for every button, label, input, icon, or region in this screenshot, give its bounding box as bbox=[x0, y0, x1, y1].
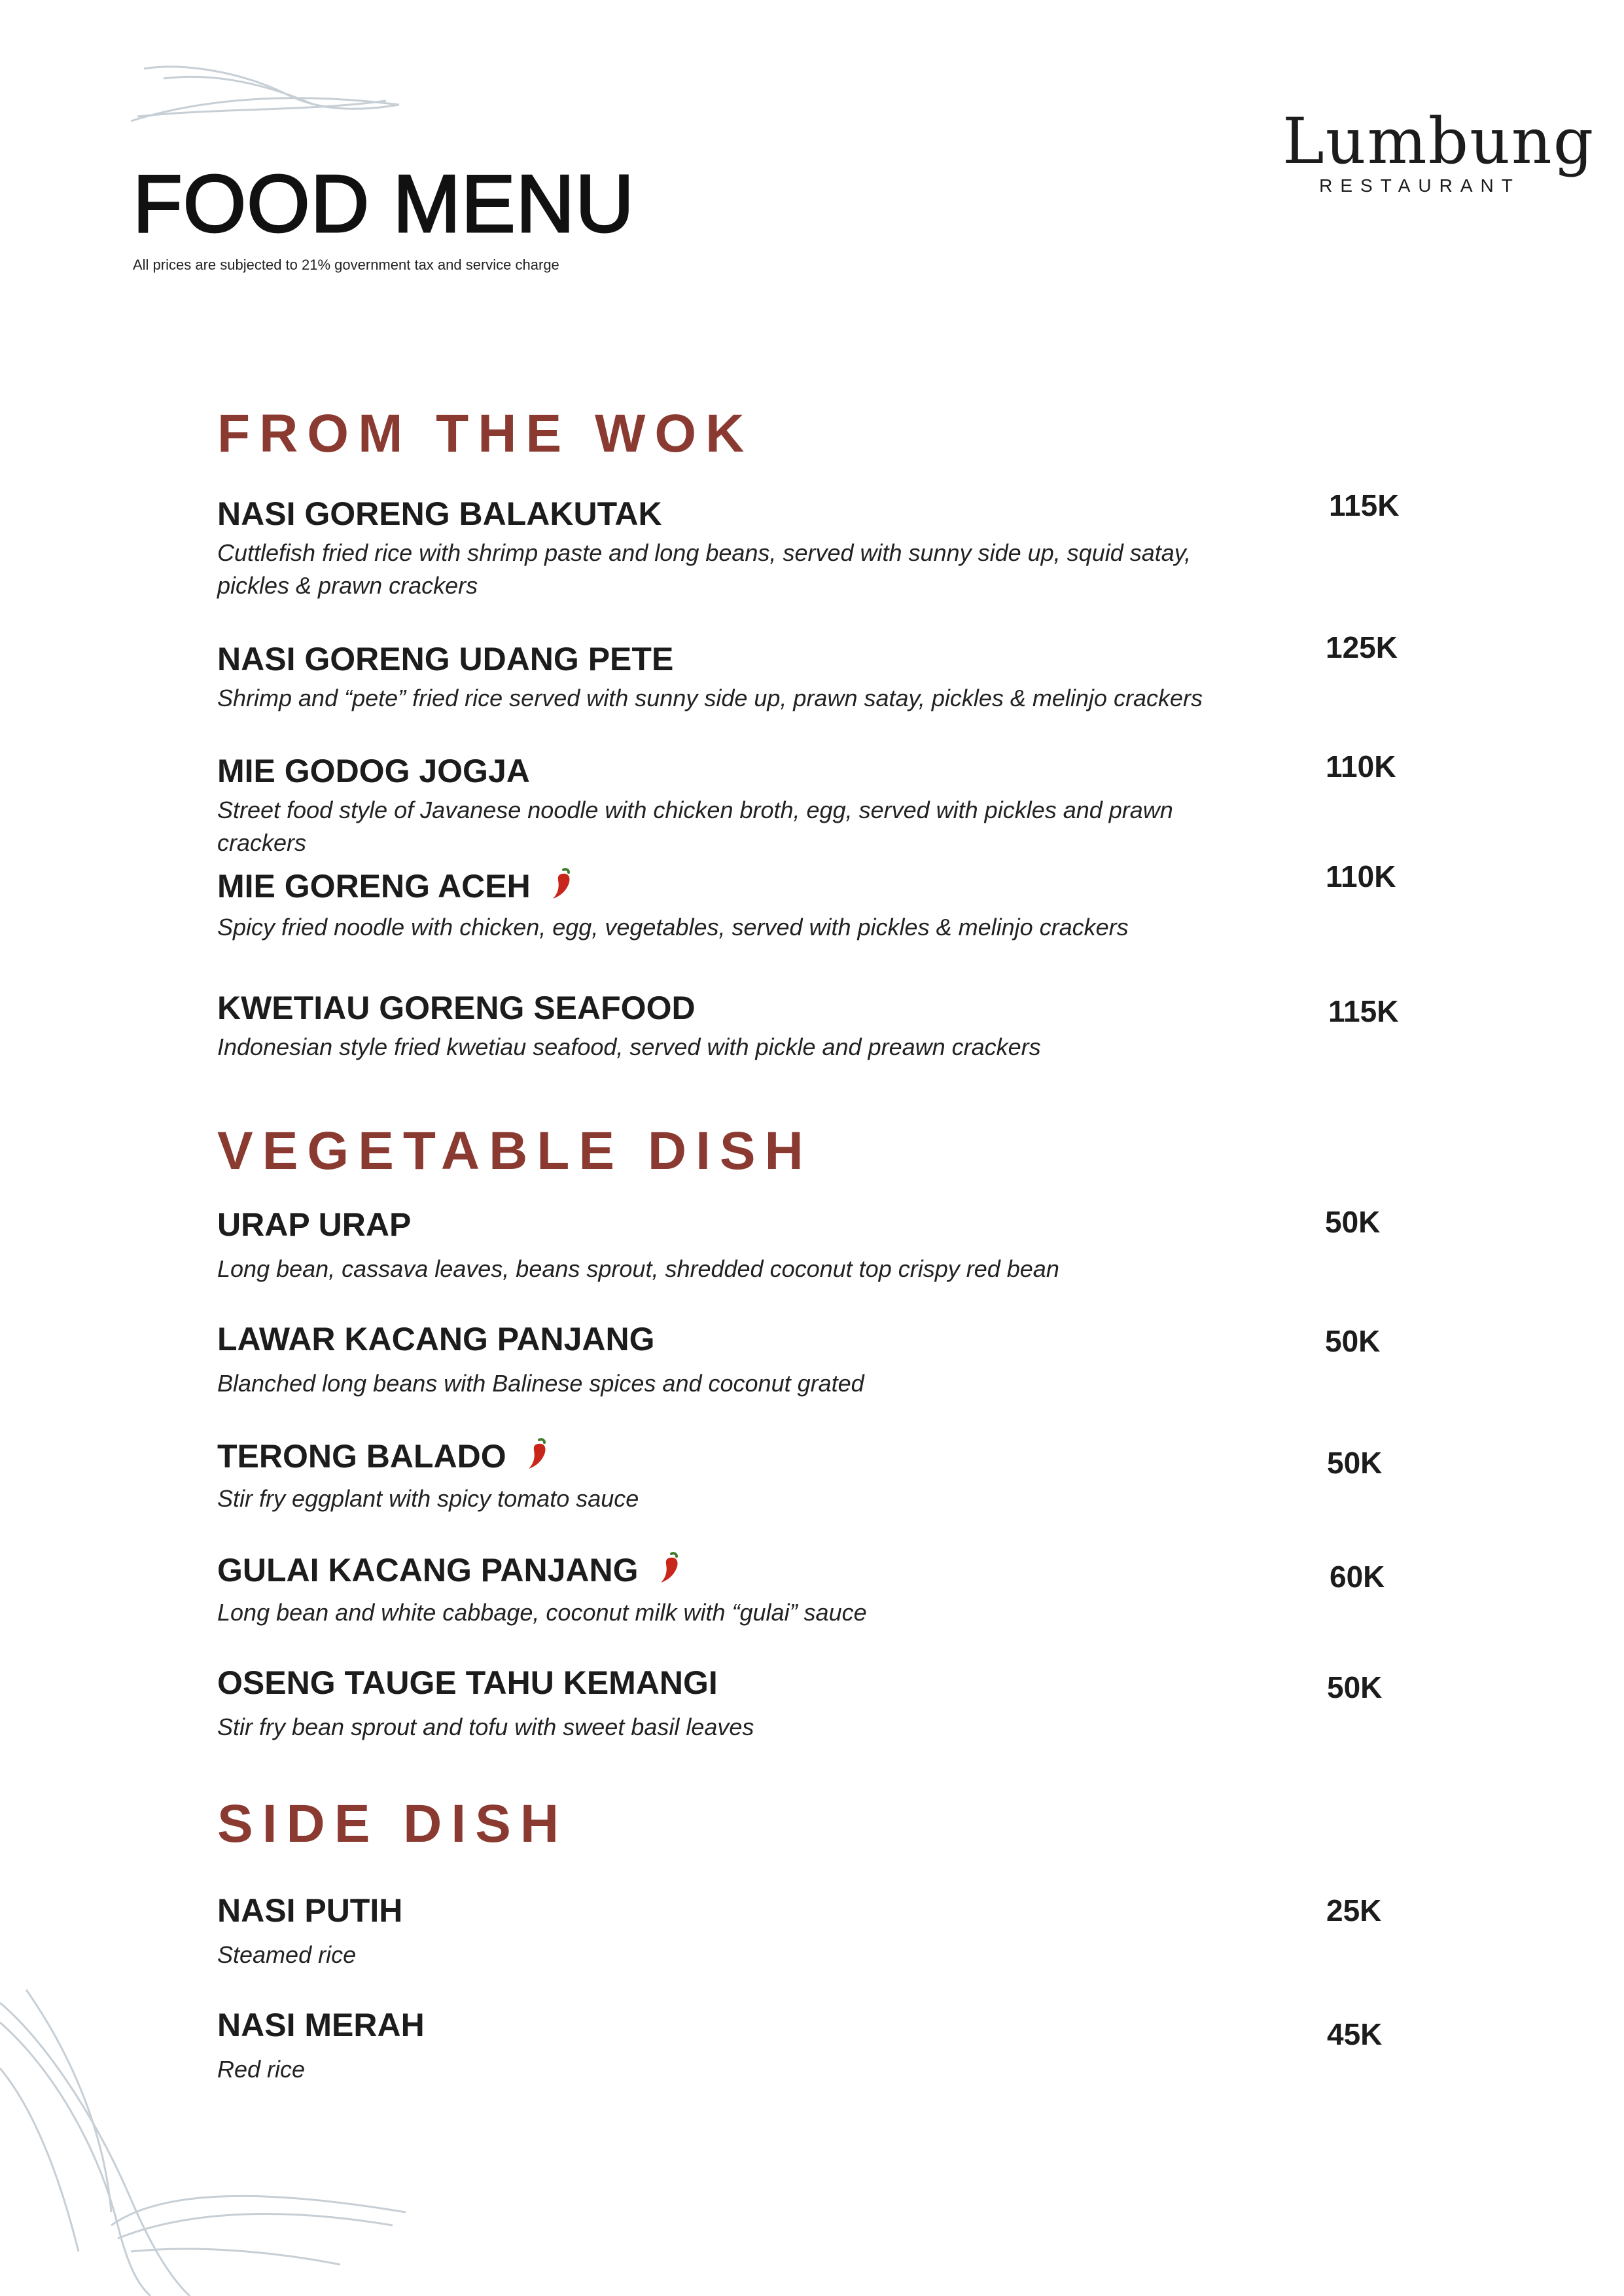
dish-name: LAWAR KACANG PANJANG bbox=[217, 1321, 655, 1357]
menu-item bbox=[217, 1894, 1330, 1971]
dish-price: 125K bbox=[1326, 630, 1398, 664]
dish-description: Cuttlefish fried rice with shrimp paste and long beans, served with sunny side up, squid satay, pickles & prawn crackers bbox=[217, 539, 1192, 599]
dish-name: KWETIAU GORENG SEAFOOD bbox=[217, 990, 696, 1026]
dish-name: NASI MERAH bbox=[217, 2007, 425, 2043]
menu-item bbox=[217, 497, 1330, 602]
tax-note: All prices are subjected to 21% government tax and service charge bbox=[133, 257, 559, 273]
dish-price: 45K bbox=[1327, 2017, 1383, 2051]
section-title-side-dish: SIDE DISH bbox=[217, 1794, 569, 1854]
dish-price: 50K bbox=[1327, 1446, 1383, 1480]
menu-item bbox=[217, 2009, 1330, 2086]
logo-name: Lumbung bbox=[1282, 105, 1595, 178]
dish-name: MIE GODOG JOGJA bbox=[217, 753, 530, 789]
dish-description: Long bean and white cabbage, coconut milk with “gulai” sauce bbox=[217, 1599, 867, 1626]
chili-icon bbox=[549, 867, 578, 905]
dish-description: Shrimp and “pete” fried rice served with sunny side up, prawn satay, pickles & melinjo crackers bbox=[217, 685, 1203, 711]
dish-price: 110K bbox=[1326, 749, 1396, 783]
dish-name: URAP URAP bbox=[217, 1206, 412, 1243]
dish-description: Stir fry eggplant with spicy tomato sauce bbox=[217, 1485, 639, 1512]
dish-description: Indonesian style fried kwetiau seafood, served with pickle and preawn crackers bbox=[217, 1033, 1041, 1060]
leaf-decoration-top bbox=[124, 59, 406, 131]
dish-price: 25K bbox=[1326, 1893, 1382, 1928]
chili-icon bbox=[657, 1551, 686, 1588]
menu-item bbox=[217, 1208, 1330, 1285]
dish-name: MIE GORENG ACEH bbox=[217, 868, 531, 905]
dish-description: Street food style of Javanese noodle with chicken broth, egg, served with pickles and prawn crackers bbox=[217, 797, 1173, 856]
dish-name: NASI GORENG UDANG PETE bbox=[217, 641, 674, 677]
logo-subtitle: RESTAURANT bbox=[1319, 175, 1521, 196]
dish-price: 50K bbox=[1325, 1324, 1381, 1358]
dish-description: Blanched long beans with Balinese spices and coconut grated bbox=[217, 1370, 864, 1397]
page-title: FOOD MENU bbox=[133, 159, 635, 249]
dish-price: 110K bbox=[1326, 859, 1396, 893]
section-title-vegetable-dish: VEGETABLE DISH bbox=[217, 1121, 813, 1181]
menu-item bbox=[217, 755, 1330, 859]
dish-name: GULAI KACANG PANJANG bbox=[217, 1552, 639, 1588]
dish-description: Spicy fried noodle with chicken, egg, vegetables, served with pickles & melinjo crackers bbox=[217, 914, 1129, 941]
dish-price: 115K bbox=[1329, 488, 1400, 522]
section-title-from-the-wok: FROM THE WOK bbox=[217, 404, 754, 463]
dish-price: 115K bbox=[1328, 994, 1399, 1028]
dish-price: 50K bbox=[1325, 1205, 1381, 1239]
menu-item bbox=[217, 1323, 1330, 1400]
menu-item bbox=[217, 643, 1330, 715]
chili-icon bbox=[525, 1437, 554, 1475]
dish-description: Long bean, cassava leaves, beans sprout, shredded coconut top crispy red bean bbox=[217, 1255, 1059, 1282]
dish-name: NASI PUTIH bbox=[217, 1892, 403, 1929]
dish-description: Stir fry bean sprout and tofu with sweet basil leaves bbox=[217, 1713, 754, 1740]
menu-item bbox=[217, 1666, 1330, 1744]
dish-name: NASI GORENG BALAKUTAK bbox=[217, 495, 662, 532]
dish-description: Steamed rice bbox=[217, 1941, 357, 1968]
menu-item bbox=[217, 867, 1330, 944]
dish-price: 60K bbox=[1330, 1560, 1385, 1594]
dish-name: TERONG BALADO bbox=[217, 1438, 506, 1475]
menu-item bbox=[217, 992, 1330, 1064]
dish-description: Red rice bbox=[217, 2056, 306, 2083]
restaurant-logo bbox=[1282, 105, 1595, 196]
menu-item bbox=[217, 1551, 1330, 1629]
dish-name: OSENG TAUGE TAHU KEMANGI bbox=[217, 1664, 718, 1701]
dish-price: 50K bbox=[1327, 1670, 1383, 1704]
menu-item bbox=[217, 1437, 1330, 1515]
